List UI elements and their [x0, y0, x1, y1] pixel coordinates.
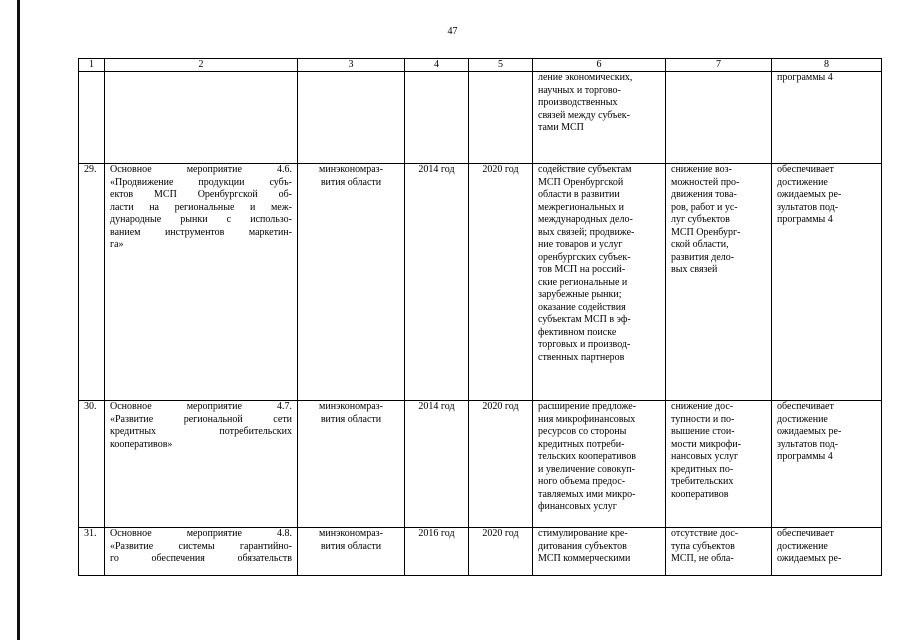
text-line: субъектам МСП в эф- [538, 314, 631, 325]
header-col-6: 6 [533, 59, 666, 72]
text-line: производственных [538, 97, 618, 108]
text-line: ние товаров и услуг [538, 239, 623, 250]
measure-name-cell [105, 528, 298, 576]
text-line: МСП коммерческими [538, 553, 631, 564]
expected-result-cell [533, 164, 666, 401]
text-line: минэкономраз- [319, 401, 383, 412]
text-line: ектов МСП Оренбургской об- [110, 189, 292, 200]
consequence-cell [666, 401, 772, 528]
end-year-cell: 2020 год [469, 528, 533, 576]
consequence-cell [666, 72, 772, 164]
start-year-cell: 2016 год [405, 528, 469, 576]
table-row [79, 528, 882, 576]
text-line: достижение [777, 176, 828, 188]
measure-name-cell [105, 164, 298, 401]
relation-cell [772, 164, 882, 401]
text-line: нансовых услуг [671, 451, 739, 462]
text-line: ление экономических, [538, 72, 633, 83]
text-line: оренбургских субъек- [538, 251, 631, 263]
table-row [79, 401, 882, 528]
header-col-2: 2 [105, 59, 298, 72]
text-line: тов МСП на россий- [538, 264, 626, 275]
consequence-cell [666, 164, 772, 401]
header-col-1: 1 [79, 59, 105, 72]
text-line: снижение дос- [671, 401, 734, 412]
text-line: финансовых услуг [538, 501, 617, 512]
text-line: тупности и по- [671, 413, 735, 425]
text-line: обеспечивает [777, 401, 834, 412]
scan-edge [17, 0, 20, 640]
text-line: Основное мероприятие 4.6. [110, 164, 292, 175]
text-line: зультатов под- [777, 438, 839, 450]
text-line: ния микрофинансовых [538, 413, 636, 425]
text-line: снижение воз- [671, 164, 732, 175]
text-line: ного объема предос- [538, 476, 626, 487]
text-line: ственных партнеров [538, 351, 625, 363]
text-line: «Развитие региональной сети [110, 413, 292, 425]
text-line: научных и торгово- [538, 84, 621, 96]
row-number [79, 72, 105, 164]
text-line: международных дело- [538, 214, 633, 225]
text-line: области в развитии [538, 189, 620, 200]
text-line: минэкономраз- [319, 528, 383, 539]
text-line: кооперативов [671, 488, 729, 500]
text-line: Основное мероприятие 4.8. [110, 528, 292, 539]
end-year-cell: 2020 год [469, 401, 533, 528]
text-line: мости микрофи- [671, 438, 741, 450]
text-line: го обеспечения обязательств [110, 553, 292, 564]
text-line: стимулирование кре- [538, 528, 628, 539]
text-line: тами МСП [538, 122, 584, 133]
text-line: МСП Оренбургской [538, 176, 624, 188]
text-line: ласти на региональные и меж- [110, 201, 292, 213]
text-line: тавляемых ими микро- [538, 488, 636, 500]
text-line: кооперативов» [110, 438, 173, 450]
row-number: 29. [79, 164, 105, 401]
page-number: 47 [447, 26, 458, 37]
text-line: луг субъектов [671, 214, 730, 225]
header-col-3: 3 [298, 59, 405, 72]
executor-cell [298, 164, 405, 401]
header-col-4: 4 [405, 59, 469, 72]
expected-result-cell [533, 401, 666, 528]
text-line: можностей про- [671, 176, 740, 188]
text-line: требительских [671, 476, 734, 487]
text-line: тельских кооперативов [538, 451, 636, 462]
text-line: достижение [777, 540, 828, 552]
row-number: 31. [79, 528, 105, 576]
text-line: МСП, не обла- [671, 553, 734, 564]
text-line: программы 4 [777, 72, 833, 83]
text-line: оказание содействия [538, 301, 626, 313]
text-line: и увеличение совокуп- [538, 463, 635, 475]
measure-name-cell [105, 401, 298, 528]
measures-table [78, 58, 882, 576]
executor-cell [298, 528, 405, 576]
text-line: «Продвижение продукции субъ- [110, 176, 292, 188]
header-col-8: 8 [772, 59, 882, 72]
text-line: содействие субъектам [538, 164, 632, 175]
text-line: га» [110, 239, 124, 250]
end-year-cell [469, 72, 533, 164]
table-row [79, 164, 882, 401]
text-line: программы 4 [777, 451, 833, 462]
text-line: достижение [777, 413, 828, 425]
text-line: МСП Оренбург- [671, 226, 741, 238]
text-line: Основное мероприятие 4.7. [110, 401, 292, 412]
text-line: вых связей [671, 264, 718, 275]
text-line: отсутствие дос- [671, 528, 739, 539]
text-line: ские региональные и [538, 276, 628, 288]
end-year-cell: 2020 год [469, 164, 533, 401]
text-line: вития области [320, 413, 382, 425]
expected-result-cell [533, 72, 666, 164]
relation-cell [772, 72, 882, 164]
text-line: вышение стои- [671, 426, 735, 437]
start-year-cell: 2014 год [405, 164, 469, 401]
text-line: дитования субъектов [538, 540, 627, 552]
text-line: кредитных потребительских [110, 426, 292, 437]
text-line: тупа субъектов [671, 540, 735, 552]
executor-cell [298, 401, 405, 528]
text-line: «Развитие системы гарантийно- [110, 540, 292, 552]
text-line: ванием инструментов маркетин- [110, 226, 292, 238]
text-line: ской области, [671, 239, 729, 250]
text-line: ресурсов со стороны [538, 426, 627, 437]
row-number: 30. [79, 401, 105, 528]
relation-cell [772, 401, 882, 528]
text-line: вития области [320, 176, 382, 188]
text-line: развития дело- [671, 251, 735, 263]
text-line: программы 4 [777, 214, 833, 225]
text-line: ожидаемых ре- [777, 426, 842, 437]
text-line: обеспечивает [777, 528, 834, 539]
text-line: межрегиональных и [538, 201, 624, 213]
text-line: ожидаемых ре- [777, 553, 842, 564]
start-year-cell [405, 72, 469, 164]
header-col-5: 5 [469, 59, 533, 72]
text-line: кредитных потреби- [538, 438, 625, 450]
header-row [79, 59, 882, 72]
text-line: ров, работ и ус- [671, 201, 738, 213]
text-line: вития области [320, 540, 382, 552]
expected-result-cell [533, 528, 666, 576]
measure-name-cell [105, 72, 298, 164]
text-line: зультатов под- [777, 201, 839, 213]
relation-cell [772, 528, 882, 576]
text-line: вых связей; продвиже- [538, 226, 635, 238]
text-line: ожидаемых ре- [777, 189, 842, 200]
table-row [79, 72, 882, 164]
text-line: минэкономраз- [319, 164, 383, 175]
text-line: расширение предложе- [538, 401, 637, 412]
text-line: движения това- [671, 189, 737, 200]
text-line: торговых и производ- [538, 339, 631, 350]
consequence-cell [666, 528, 772, 576]
executor-cell [298, 72, 405, 164]
text-line: дународные рынки с использо- [110, 214, 292, 225]
text-line: зарубежные рынки; [538, 289, 622, 300]
start-year-cell: 2014 год [405, 401, 469, 528]
text-line: фективном поиске [538, 326, 617, 338]
text-line: обеспечивает [777, 164, 834, 175]
header-col-7: 7 [666, 59, 772, 72]
text-line: кредитных по- [671, 463, 734, 475]
text-line: связей между субъек- [538, 109, 630, 121]
